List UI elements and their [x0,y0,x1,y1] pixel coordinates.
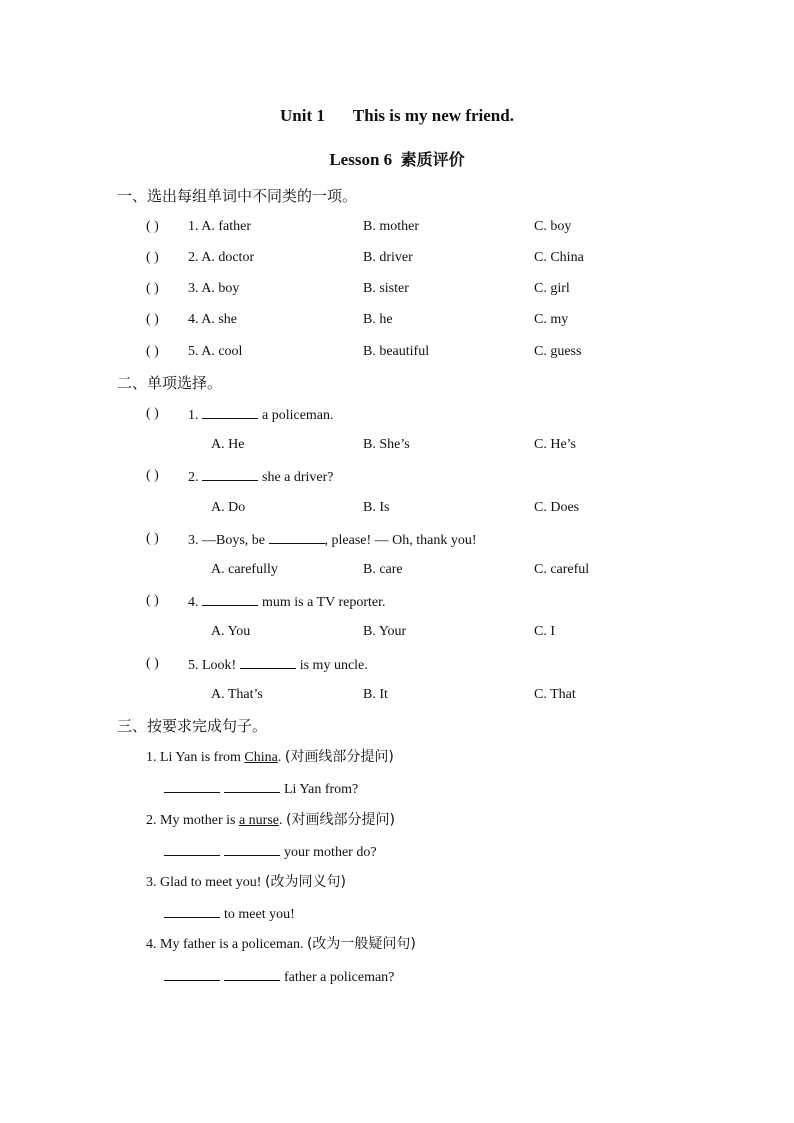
s3-answer-3 [164,903,295,923]
s3-question-1 [146,747,394,767]
option-c: C. Does [534,500,580,515]
answer-blank[interactable] [202,404,258,419]
option-a: 5. A. cool [188,344,243,359]
answer-blank[interactable] [164,966,220,981]
s1-question-2 [0,248,794,268]
option-c: C. careful [534,562,590,577]
option-c: C. girl [534,281,570,296]
s2-question-4 [0,591,794,611]
option-b: B. he [363,312,393,327]
s2-options-4 [0,622,794,642]
stem-after: a policeman. [262,408,334,423]
question-stem [188,654,368,676]
answer-paren[interactable]: ( ) [146,593,159,608]
answer-paren[interactable]: ( ) [146,468,159,483]
lesson-label: Lesson 6 [329,150,393,169]
option-b: B. care [363,562,403,577]
underlined-part: China [244,750,278,765]
instruction: (改为一般疑问句) [306,936,416,952]
section1-heading: 一、选出每组单词中不同类的一项。 [117,187,358,205]
answer-blank[interactable] [224,841,280,856]
option-a: A. He [211,437,245,452]
s1-question-4 [0,310,794,330]
instruction: (对画线部分提问) [284,749,394,765]
answer-paren[interactable]: ( ) [146,656,159,671]
stem-after: mum is a TV reporter. [262,595,386,610]
s3-answer-4 [164,966,394,986]
answer-tail: father a policeman? [284,970,395,985]
question-stem [188,466,334,488]
option-c: C. boy [534,219,572,234]
s3-question-2 [146,810,395,830]
s2-question-5 [0,654,794,674]
option-a: 3. A. boy [188,281,240,296]
option-b: B. sister [363,281,409,296]
question-number: 4. [188,595,199,610]
answer-blank[interactable] [269,529,325,544]
answer-blank[interactable] [164,841,220,856]
answer-paren[interactable]: ( ) [146,281,159,296]
s1-question-5 [0,342,794,362]
option-b: B. driver [363,250,413,265]
answer-blank[interactable] [164,778,220,793]
s3-answer-2 [164,841,377,861]
s3-question-4 [146,934,416,954]
question-text: 3. Glad to meet you! [146,875,262,890]
option-a: A. carefully [211,562,278,577]
question-end: . [279,813,283,828]
option-a: 4. A. she [188,312,237,327]
option-b: B. Is [363,500,390,515]
s3-question-3 [146,872,346,892]
s2-question-2 [0,466,794,486]
answer-blank[interactable] [224,778,280,793]
question-number: 2. [188,470,199,485]
answer-tail: to meet you! [224,907,295,922]
question-stem [188,404,334,426]
stem-after: she a driver? [262,470,334,485]
option-b: B. It [363,687,388,702]
answer-paren[interactable]: ( ) [146,219,159,234]
answer-blank[interactable] [202,466,258,481]
s3-answer-1 [164,778,358,798]
option-c: C. my [534,312,569,327]
lesson-title: 素质评价 [400,150,465,169]
question-end: . [277,750,282,765]
question-stem [188,529,477,551]
answer-paren[interactable]: ( ) [146,344,159,359]
answer-paren[interactable]: ( ) [146,312,159,327]
s2-options-2 [0,498,794,518]
question-text: 1. Li Yan is from [146,750,241,765]
option-b: B. Your [363,624,407,639]
stem-after: is my uncle. [299,658,368,673]
s2-options-5 [0,685,794,705]
question-number: 1. [188,408,199,423]
option-c: C. I [534,624,555,639]
option-b: B. She’s [363,437,410,452]
option-b: B. mother [363,219,419,234]
s2-question-3 [0,529,794,549]
option-a: 2. A. doctor [188,250,255,265]
answer-tail: your mother do? [284,845,377,860]
option-a: A. Do [211,500,246,515]
answer-paren[interactable]: ( ) [146,406,159,421]
question-number: 5. [188,658,199,673]
answer-paren[interactable]: ( ) [146,250,159,265]
option-c: C. He’s [534,437,576,452]
option-b: B. beautiful [363,344,430,359]
question-text: 4. My father is a policeman. [146,937,304,952]
page-title-lesson [0,147,794,170]
option-c: C. guess [534,344,582,359]
unit-title: This is my new friend. [352,106,514,125]
instruction: (改为同义句) [264,874,346,890]
answer-paren[interactable]: ( ) [146,531,159,546]
page-title-unit [0,106,794,126]
s1-question-1 [0,217,794,237]
section2-heading: 二、单项选择。 [117,374,223,392]
option-a: A. That’s [211,687,263,702]
answer-blank[interactable] [164,903,220,918]
option-a: 1. A. father [188,219,251,234]
question-number: 3. [188,533,199,548]
stem-before: —Boys, be [202,533,265,548]
s2-options-1 [0,435,794,455]
s2-options-3 [0,560,794,580]
option-a: A. You [211,624,251,639]
answer-blank[interactable] [224,966,280,981]
question-stem [188,591,386,613]
stem-after: , please! — Oh, thank you! [324,533,477,548]
answer-blank[interactable] [240,654,296,669]
unit-label: Unit 1 [280,106,325,125]
question-text: 2. My mother is [146,813,236,828]
s1-question-3 [0,279,794,299]
instruction: (对画线部分提问) [286,812,395,828]
section3-heading: 三、按要求完成句子。 [117,717,268,735]
underlined-part: a nurse [238,813,279,828]
answer-tail: Li Yan from? [284,782,359,797]
stem-before: Look! [202,658,237,673]
option-c: C. China [534,250,584,265]
s2-question-1 [0,404,794,424]
option-c: C. That [534,687,576,702]
answer-blank[interactable] [202,591,258,606]
